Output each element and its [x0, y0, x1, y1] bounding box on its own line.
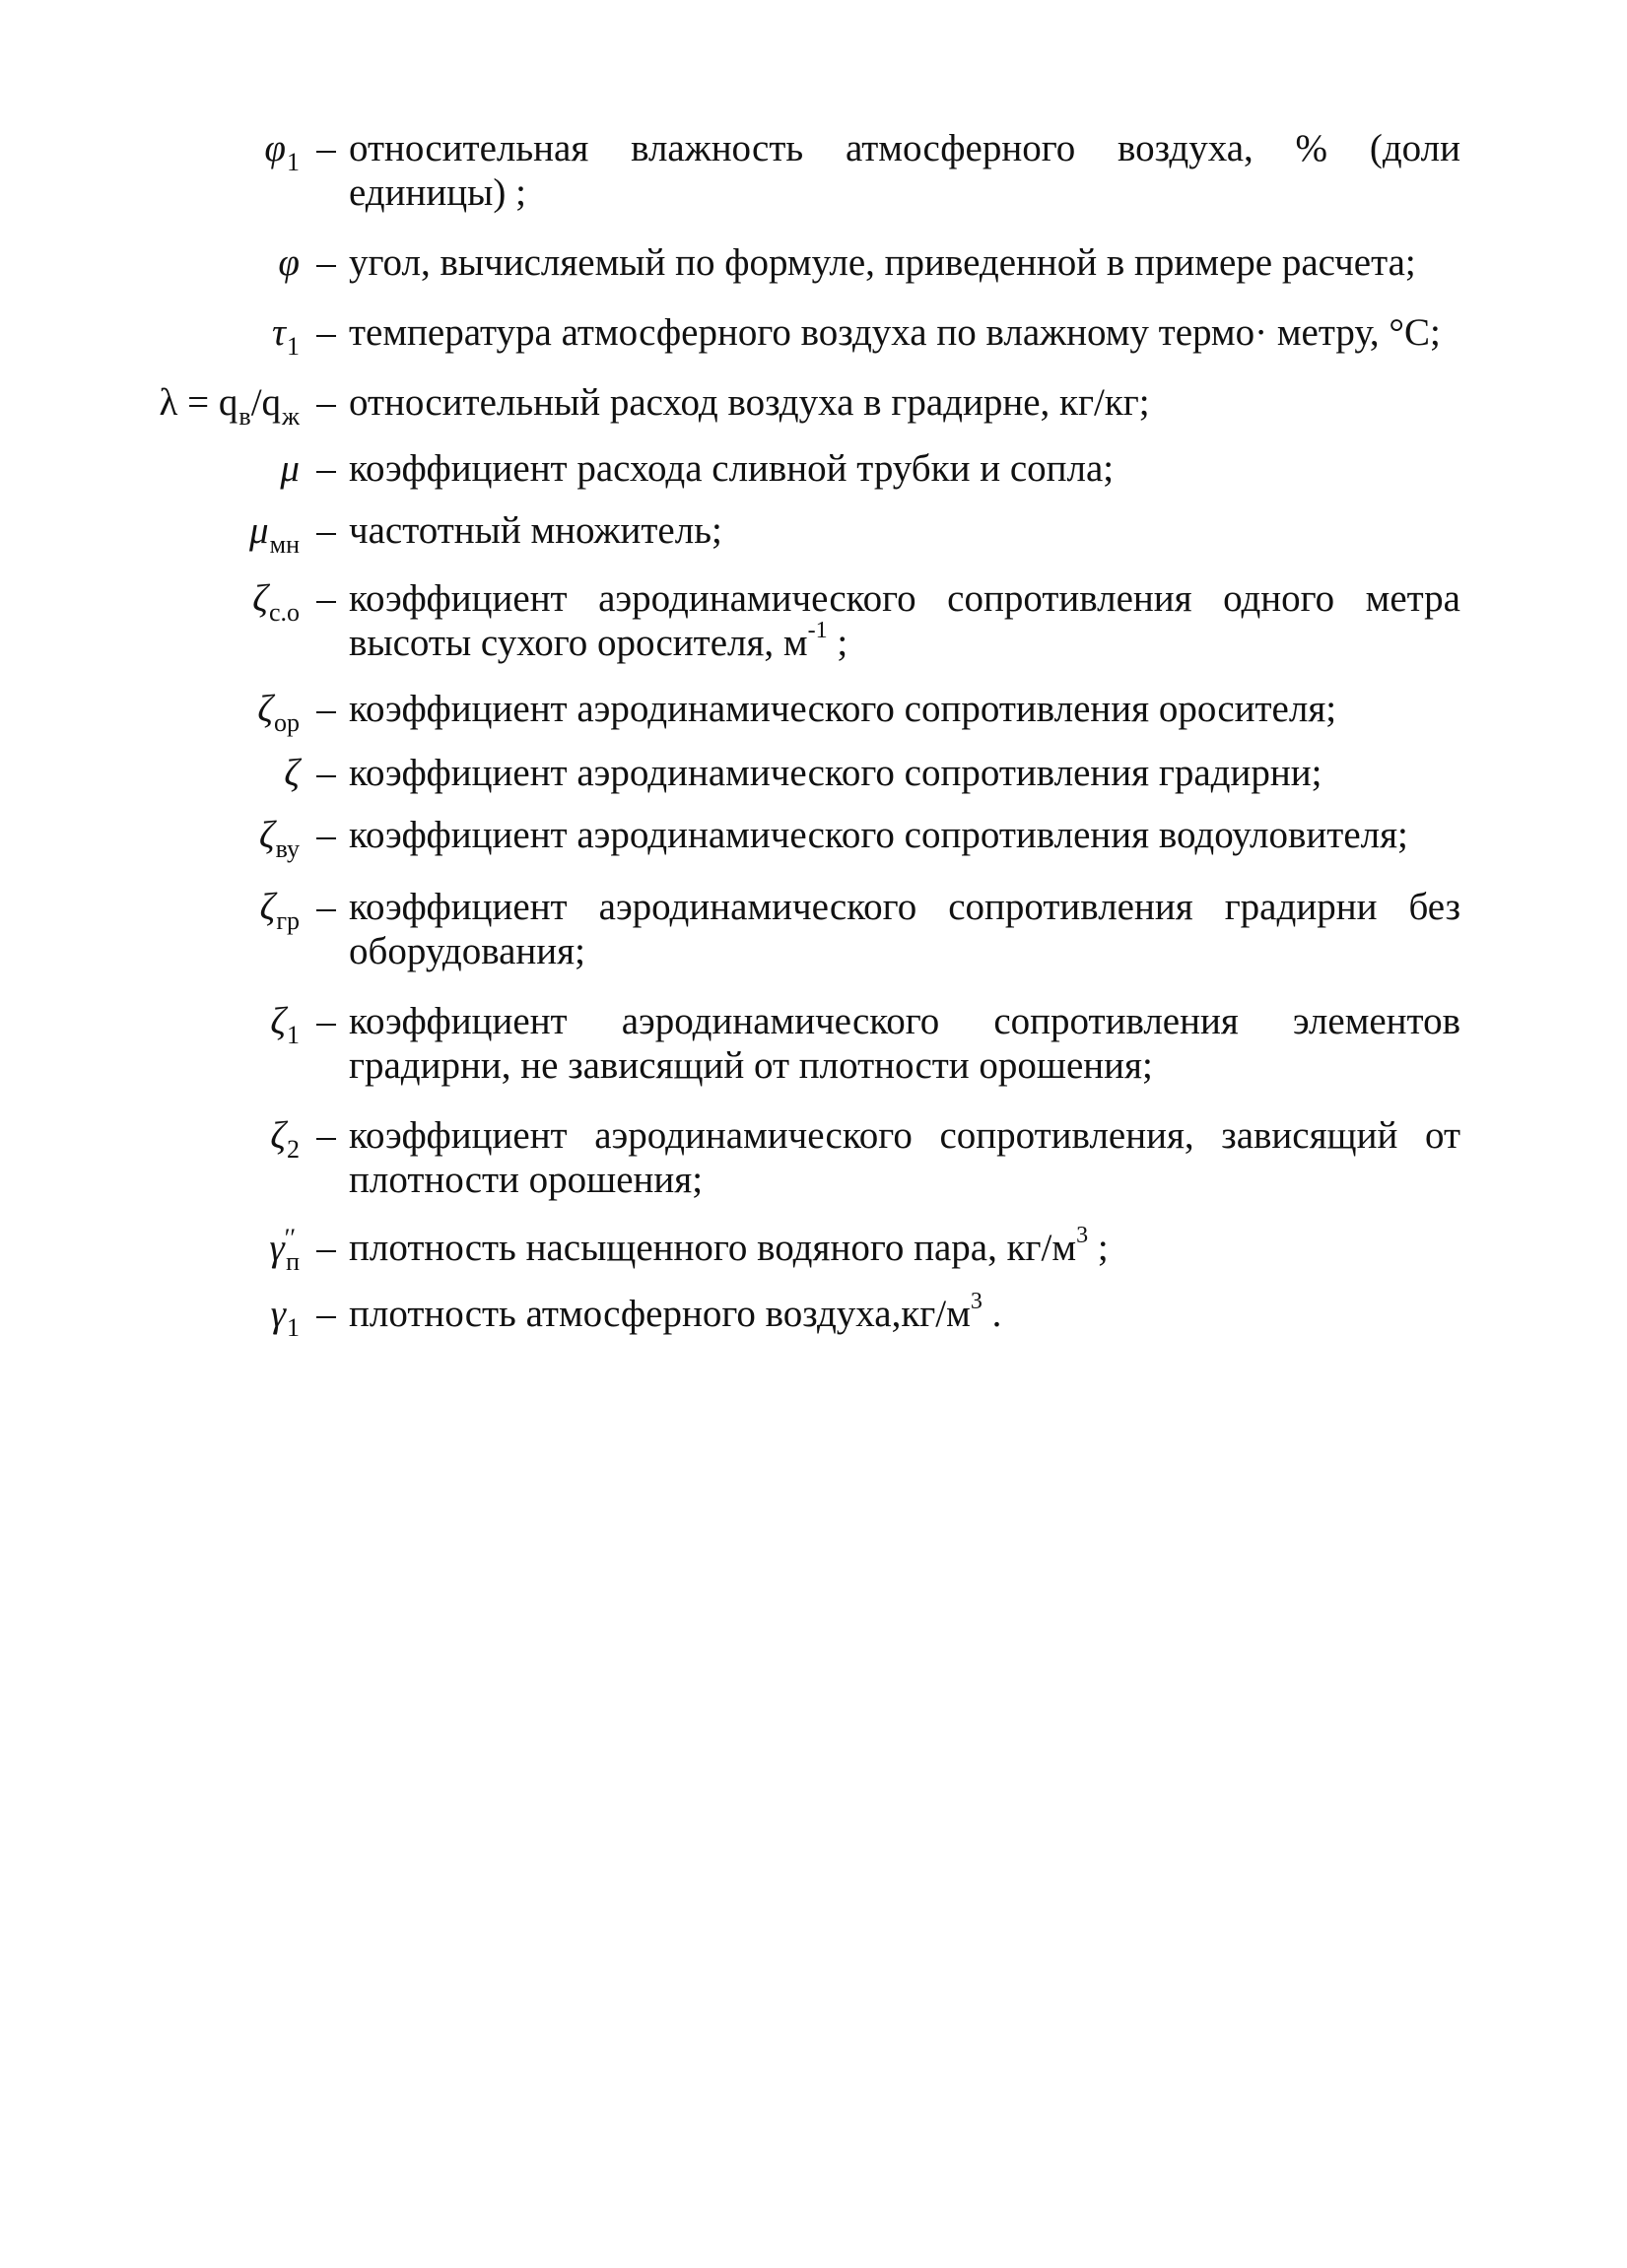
definition-row [118, 687, 1460, 735]
dash: – [316, 447, 336, 490]
definition-row [118, 240, 1460, 285]
symbol: ζ [284, 752, 300, 794]
dash: – [316, 241, 336, 284]
definition-text: частотный множитель; [349, 509, 722, 552]
definition-text: коэффициент аэродинамического сопротивления градирни; [349, 752, 1322, 794]
definition-row [118, 751, 1460, 795]
definition-row [118, 1223, 1460, 1276]
symbol: $\varphi_1$ [264, 127, 300, 176]
symbol: $\zeta_1$ [270, 1000, 300, 1049]
dash: – [316, 127, 336, 169]
symbol: $\zeta_{с.о}$ [252, 577, 300, 627]
definition-text: плотность атмосферного $воздуха,кг/м^3$ . [349, 1289, 1002, 1335]
dash: – [316, 1293, 336, 1335]
dash: – [316, 577, 336, 620]
definition-row [118, 813, 1460, 861]
symbol: $\gamma_1$ [270, 1293, 300, 1342]
definition-row [118, 999, 1460, 1088]
definition-row [118, 310, 1460, 359]
dash: – [316, 381, 336, 424]
definition-text: коэффициент аэродинамического сопротивления градирни без оборудования; [349, 886, 1460, 972]
symbol: $\zeta_{ву}$ [258, 814, 300, 863]
definition-text: коэффициент расхода сливной трубки и сопла; [349, 447, 1115, 490]
definition-text: коэффициент аэродинамического сопротивления оросителя; [349, 688, 1337, 730]
definition-text: коэффициент аэродинамического сопротивления элементов градирни, не зависящий от плотности орошения; [349, 1000, 1460, 1087]
symbol: $\zeta_{гр}$ [259, 886, 300, 935]
dash: – [316, 752, 336, 794]
definition-text: относительный расход воздуха в градирне, кг/кг; [349, 381, 1150, 424]
symbol: $\mu_{мн}$ [249, 509, 300, 559]
definition-row [118, 1113, 1460, 1202]
symbol: φ [278, 241, 300, 284]
definition-text: относительная влажность атмосферного воздуха, % (доли единицы) ; [349, 127, 1460, 214]
definition-row [118, 446, 1460, 491]
symbol: $\gamma''_п$ [269, 1224, 300, 1276]
symbol: μ [280, 447, 300, 490]
symbol: $\tau_1$ [272, 311, 300, 361]
definition-row [118, 885, 1460, 973]
definition-text: коэффициент аэродинамического сопротивления водоуловителя; [349, 814, 1408, 856]
definition-row [118, 126, 1460, 215]
definition-text: коэффициент аэродинамического сопротивления, зависящий от плотности орошения; [349, 1114, 1460, 1201]
symbol: $\zeta_{ор}$ [257, 688, 300, 737]
definition-text: температура атмосферного воздуха по влажному термо· метру, °С; [349, 311, 1441, 354]
dash: – [316, 1227, 336, 1269]
definition-text: плотность насыщенного водяного пара, $кг/м^3$ ; [349, 1223, 1109, 1269]
symbol: $\lambda = q_в/q_ж$ [159, 381, 300, 431]
definition-row [118, 576, 1460, 665]
definition-row [118, 380, 1460, 429]
dash: – [316, 886, 336, 928]
symbol: $\zeta_2$ [270, 1114, 300, 1164]
definition-text: коэффициент аэродинамического сопротивления одного метра высоты сухого оросителя, $м^{-1}$ ; [349, 577, 1460, 664]
dash: – [316, 814, 336, 856]
dash: – [316, 311, 336, 354]
definition-text: угол, вычисляемый по формуле, приведенной в примере расчета; [349, 241, 1416, 284]
definition-row [118, 508, 1460, 557]
dash: – [316, 688, 336, 730]
symbol-definitions-list [118, 126, 1460, 1340]
dash: – [316, 1000, 336, 1042]
definition-row [118, 1289, 1460, 1342]
dash: – [316, 1114, 336, 1157]
dash: – [316, 509, 336, 552]
